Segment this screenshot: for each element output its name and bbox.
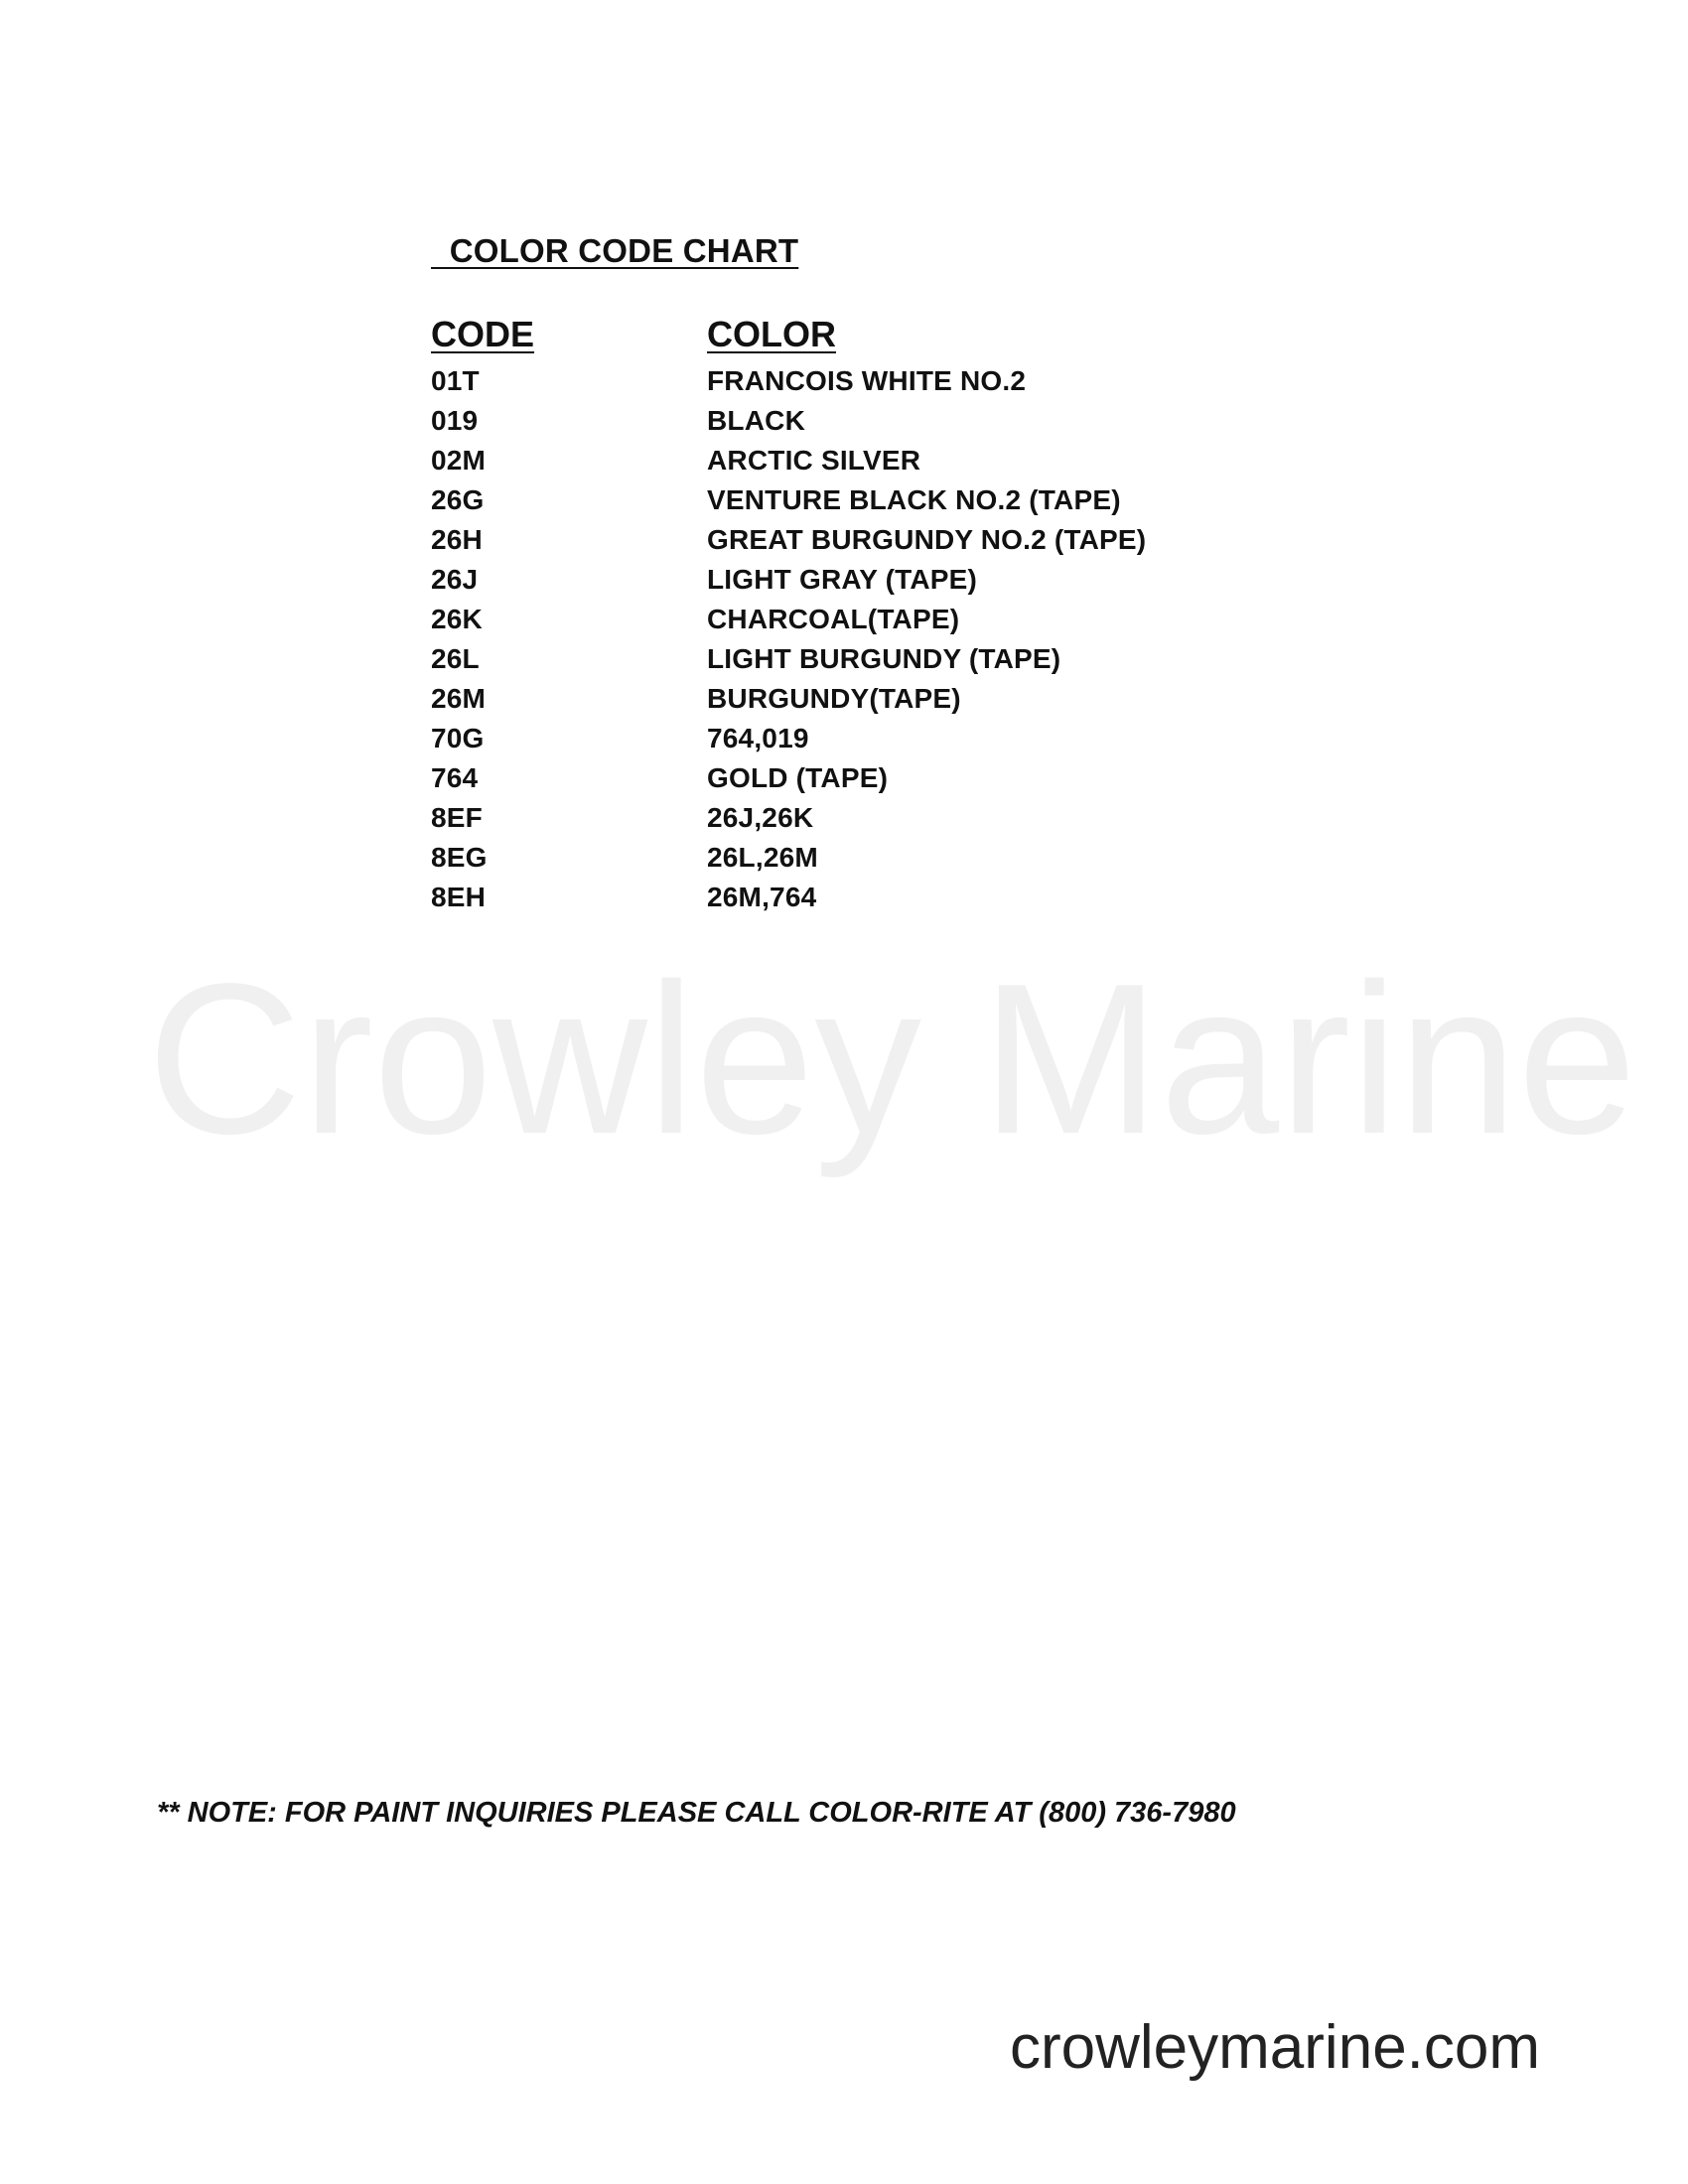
table-header [431, 314, 1325, 361]
table-row [431, 719, 1325, 758]
page-title: COLOR CODE CHART [431, 232, 799, 269]
color-cell: BURGUNDY(TAPE) [707, 683, 961, 714]
table-row [431, 441, 1325, 480]
code-column-header: CODE [431, 314, 535, 354]
color-cell: 26M,764 [707, 882, 817, 912]
color-cell: 26L,26M [707, 842, 818, 873]
table-row [431, 878, 1325, 917]
table-row [431, 401, 1325, 441]
code-cell: 26H [431, 524, 483, 555]
color-cell: CHARCOAL(TAPE) [707, 604, 960, 634]
website-url: crowleymarine.com [1010, 2013, 1541, 2082]
paint-inquiry-note: ** NOTE: FOR PAINT INQUIRIES PLEASE CALL COLOR-RITE AT (800) 736-7980 [157, 1797, 1236, 1829]
color-cell: GOLD (TAPE) [707, 762, 889, 793]
table-row [431, 798, 1325, 838]
code-cell: 26J [431, 564, 479, 595]
color-cell: VENTURE BLACK NO.2 (TAPE) [707, 484, 1121, 515]
color-cell: FRANCOIS WHITE NO.2 [707, 365, 1027, 396]
table-row [431, 520, 1325, 560]
code-cell: 02M [431, 445, 487, 476]
color-cell: 26J,26K [707, 802, 814, 833]
color-cell: BLACK [707, 405, 805, 436]
table-row [431, 679, 1325, 719]
watermark-text: Crowley Marine [147, 938, 1637, 1178]
table-row [431, 600, 1325, 639]
code-cell: 8EH [431, 882, 487, 912]
color-cell: 764,019 [707, 723, 809, 753]
table-row [431, 560, 1325, 600]
code-cell: 26M [431, 683, 487, 714]
code-cell: 26G [431, 484, 485, 515]
color-cell: LIGHT GRAY (TAPE) [707, 564, 978, 595]
code-cell: 8EF [431, 802, 483, 833]
code-cell: 26L [431, 643, 480, 674]
color-column-header: COLOR [707, 314, 836, 354]
color-code-table [431, 314, 1325, 917]
code-cell: 70G [431, 723, 485, 753]
code-cell: 764 [431, 762, 479, 793]
table-row [431, 639, 1325, 679]
table-row [431, 361, 1325, 401]
table-row [431, 758, 1325, 798]
table-body [431, 361, 1325, 917]
color-cell: ARCTIC SILVER [707, 445, 921, 476]
color-cell: GREAT BURGUNDY NO.2 (TAPE) [707, 524, 1147, 555]
code-cell: 8EG [431, 842, 488, 873]
code-cell: 01T [431, 365, 480, 396]
code-cell: 019 [431, 405, 479, 436]
color-cell: LIGHT BURGUNDY (TAPE) [707, 643, 1061, 674]
table-row [431, 480, 1325, 520]
code-cell: 26K [431, 604, 483, 634]
table-row [431, 838, 1325, 878]
